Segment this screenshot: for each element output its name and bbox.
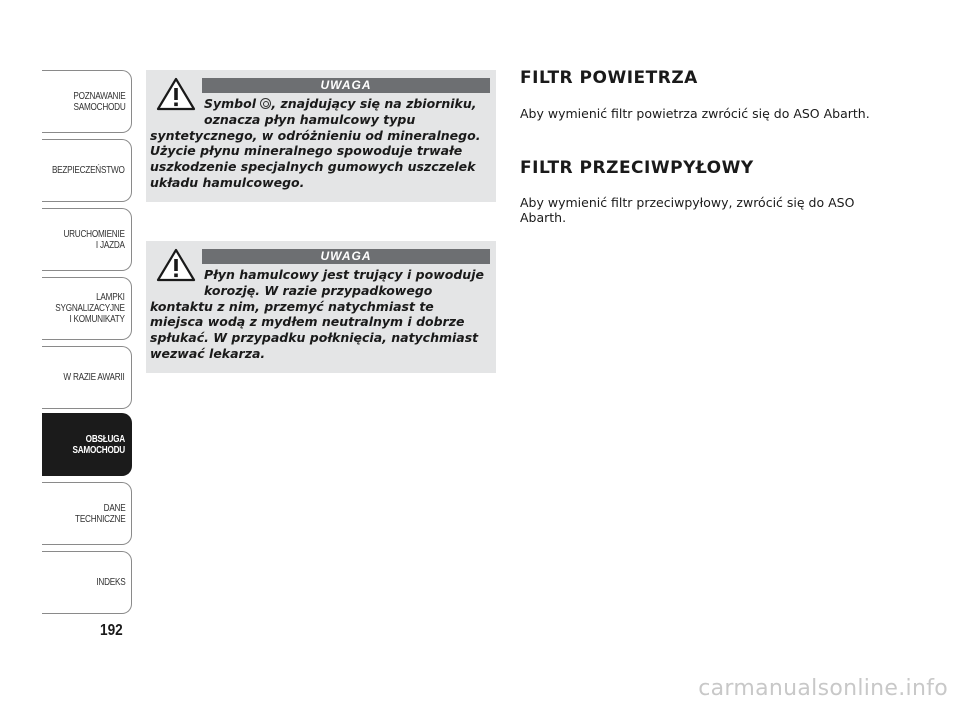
tab-lampki-sygnalizacyjne[interactable]: LAMPKI SYGNALIZACYJNE I KOMUNIKATY (42, 277, 132, 340)
brake-fluid-symbol-icon (260, 98, 271, 109)
tab-bezpieczenstwo[interactable]: BEZPIECZEŃSTWO (42, 139, 132, 202)
warning-box-brake-fluid-toxic (146, 241, 496, 373)
warning-text: Symbol , znajdujący się na zbiorniku, oznacza płyn hamulcowy typu syntetycznego, w odróżnieniu od mineralnego. Użycie płynu mineralnego spowoduje trwałe uszkodzenie specjalnych gumowych uszczelek układu hamulcowego. (150, 96, 481, 190)
warning-box-brake-fluid-type (146, 70, 496, 202)
warning-header: UWAGA (202, 249, 490, 264)
section-title-pollen-filter: FILTR PRZECIWPYŁOWY (520, 157, 754, 178)
tab-uruchomienie-i-jazda[interactable]: URUCHOMIENIE I JAZDA (42, 208, 132, 271)
warning-text: Płyn hamulcowy jest trujący i powoduje korozję. W razie przypadkowego kontaktu z nim, przemyć natychmiast te miejsca wodą z mydłem neutralnym i dobrze spłukać. W przypadku połknięcia, natychmiast wezwać lekarza. (150, 267, 484, 361)
page-number: 192 (100, 622, 123, 639)
section-text-pollen-filter: Aby wymienić filtr przeciwpyłowy, zwrócić się do ASO Abarth. (520, 194, 855, 225)
tab-w-razie-awarii[interactable]: W RAZIE AWARII (42, 346, 132, 409)
section-text-air-filter: Aby wymienić filtr powietrza zwrócić się do ASO Abarth. (520, 106, 870, 121)
warning-header: UWAGA (202, 78, 490, 93)
content-right-column (520, 68, 920, 226)
watermark: carmanualsonline.info (698, 676, 948, 701)
tab-obsluga-samochodu[interactable]: OBSŁUGA SAMOCHODU (42, 413, 132, 476)
section-title-air-filter: FILTR POWIETRZA (520, 68, 698, 88)
tab-poznawanie-samochodu[interactable]: POZNAWANIE SAMOCHODU (42, 70, 132, 133)
tab-indeks[interactable]: INDEKS (42, 551, 132, 614)
tab-dane-techniczne[interactable]: DANE TECHNICZNE (42, 482, 132, 545)
